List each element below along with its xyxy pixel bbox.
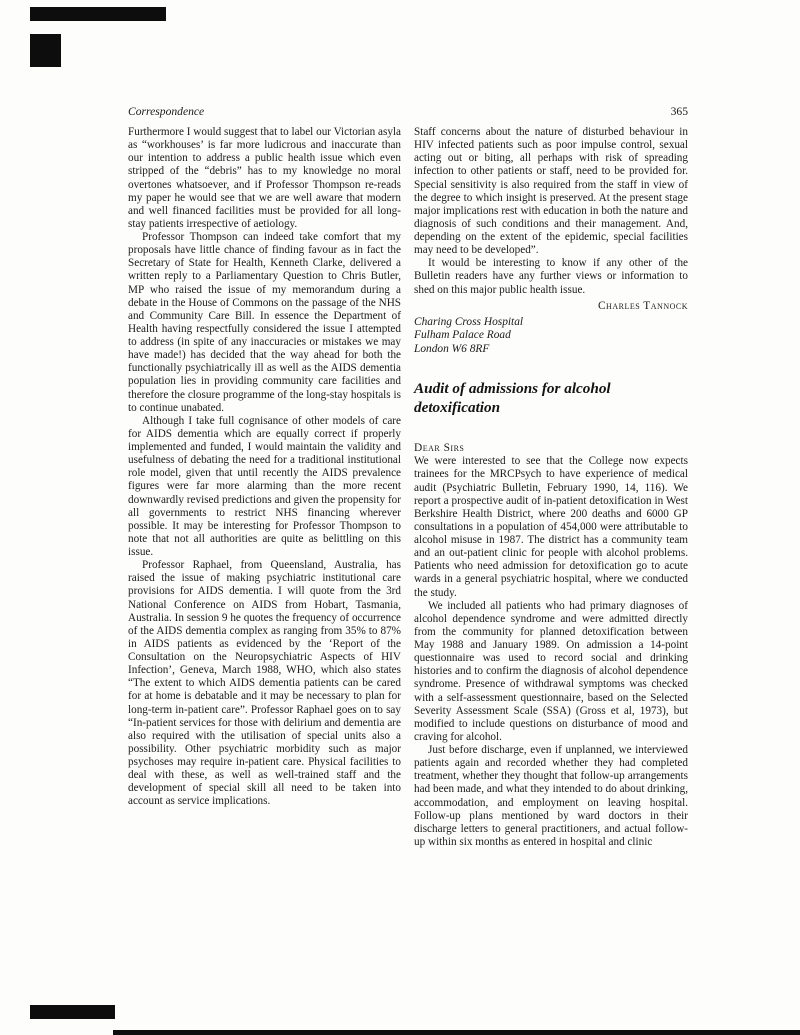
scan-artifact-bottom-left (30, 1005, 115, 1019)
paragraph: Professor Raphael, from Queensland, Australia, has raised the issue of making psychiatric institutional care provisions for AIDS dementia. I will quote from the 3rd National Conference on AIDS from Hobart, Tasmania, Australia. In session 9 he quotes the frequency of occurrence of the AIDS dementia complex as ranging from 35% to 87% in AIDS patients as evidenced by the ‘Report of the Consultation on the Neuropsychiatric Aspects of HIV Infection’, Geneva, March 1988, WHO, which also states “The extent to which AIDS dementia patients can be cared for at home is debatable and it may be necessary to plan for long-term in-patient care”. Professor Raphael goes on to say “In-patient services for those with delirium and dementia are also required with the utilisation of special units also a possibility. Other psychiatric morbidity such as major psychoses may require in-patient care. Physical facilities to deal with these, as well as well-trained staff and the development of special skill all need to be taken into account as service implications. (128, 559, 401, 808)
running-head-section: Correspondence (128, 105, 205, 118)
paragraph: Staff concerns about the nature of disturbed behaviour in HIV infected patients such as poor impulse control, sexual acting out or biting, all perhaps with risk of spreading infection to other patients or staff, need to be provided for. Special sensitivity is also required from the staff in view of the degree to which insight is preserved. At the present stage major implications rest with education in both the nature and diagnosis of such conditions and their management. And, depending on the extent of the epidemic, special facilities may need to be developed”. (414, 126, 688, 257)
paragraph: We were interested to see that the College now expects trainees for the MRCPsych to have experience of medical audit (Psychiatric Bulletin, February 1990, 14, 116). We report a prospective audit of in-patient detoxification in West Berkshire Health District, where 200 deaths and 6000 GP consultations in a population of 454,000 were attributable to alcohol misuse in 1987. The district has a community team and an out-patient clinic for people with alcohol problems. Patients who need admission for detoxification go to acute wards in a general psychiatric hospital, where we conducted the study. (414, 455, 688, 599)
address-line: Charing Cross Hospital (414, 315, 524, 328)
salutation: Dear Sirs (414, 442, 465, 455)
letter-title: Audit of admissions for alcohol detoxification (414, 379, 611, 416)
scan-artifact-square (30, 34, 61, 67)
paragraph: Although I take full cognisance of other models of care for AIDS dementia which are equally correct if properly implemented and funded, I would maintain the validity and usefulness of debating the need for a traditional institutional role model, given that until recently the AIDS prevalence figures were far more alarming than the more recent downwardly revised predictions and given the propensity for all governments to restrict NHS financing wherever possible. It may be interesting for Professor Thompson to note that not all authorities are quite as belittling on this issue. (128, 414, 401, 558)
paragraph: Professor Thompson can indeed take comfort that my proposals have little chance of finding favour as in fact the Secretary of State for Health, Kenneth Clarke, delivered a written reply to a Parliamentary Question to Chris Butler, MP who raised the issue of my memorandum during a debate in the House of Commons on the passage of the NHS and Community Care Bill. In essence the Department of Health having respectfully considered the issue I attempted to address (in spite of any inaccuracies or mistakes we may have made!) has decided that the way ahead for both the functionally psychiatrically ill as well as the AIDS dementia population lies in providing community care facilities and therefore the closure programme of the long-stay hospitals is to continue unabated. (128, 231, 401, 414)
paragraph: Just before discharge, even if unplanned, we interviewed patients again and recorded whether they had completed treatment, whether they thought that follow-up arrangements had been made, and what they intended to do about drinking, accommodation, and employment on leaving hospital. Follow-up plans mentioned by ward doctors in their discharge letters to general practitioners, and actual follow-up within six months as entered in hospital and clinic (414, 744, 688, 848)
scan-artifact-bottom-line (113, 1030, 800, 1035)
scan-artifact-top-bar (30, 7, 166, 21)
letter-signature: Charles Tannock (597, 299, 688, 312)
left-column (128, 126, 401, 809)
running-head (128, 105, 688, 118)
address-line: Fulham Palace Road (414, 329, 511, 342)
paragraph: Furthermore I would suggest that to label our Victorian asyla as “workhouses’ is far more ludicrous and inaccurate than our intention to address a public health issue which even stripped of the “debris” has to my knowledge no moral overtones whatsoever, and if Professor Thompson re-reads my paper he would see that we are well aware that modern and well financed facilities must be provided for all long-stay patients irrespective of aetiology. (128, 126, 401, 230)
letter-address (414, 316, 688, 356)
page-number: 365 (670, 105, 688, 118)
paragraph: We included all patients who had primary diagnoses of alcohol dependence syndrome and were admitted directly from the community for planned detoxification between May 1988 and January 1989. On admission a 14-point questionnaire was used to record social and drinking histories and to confirm the diagnosis of alcohol dependence syndrome. Presence of withdrawal symptoms was checked with a self-assessment questionnaire, based on the Selected Severity Assessment Scale (SSA) (Gross et al, 1973), but modified to include questions on disturbance of mood and craving for alcohol. (414, 599, 688, 743)
address-line: London W6 8RF (414, 342, 490, 355)
right-column (414, 126, 688, 849)
paragraph: It would be interesting to know if any other of the Bulletin readers have any further views or information to shed on this major public health issue. (414, 257, 688, 296)
